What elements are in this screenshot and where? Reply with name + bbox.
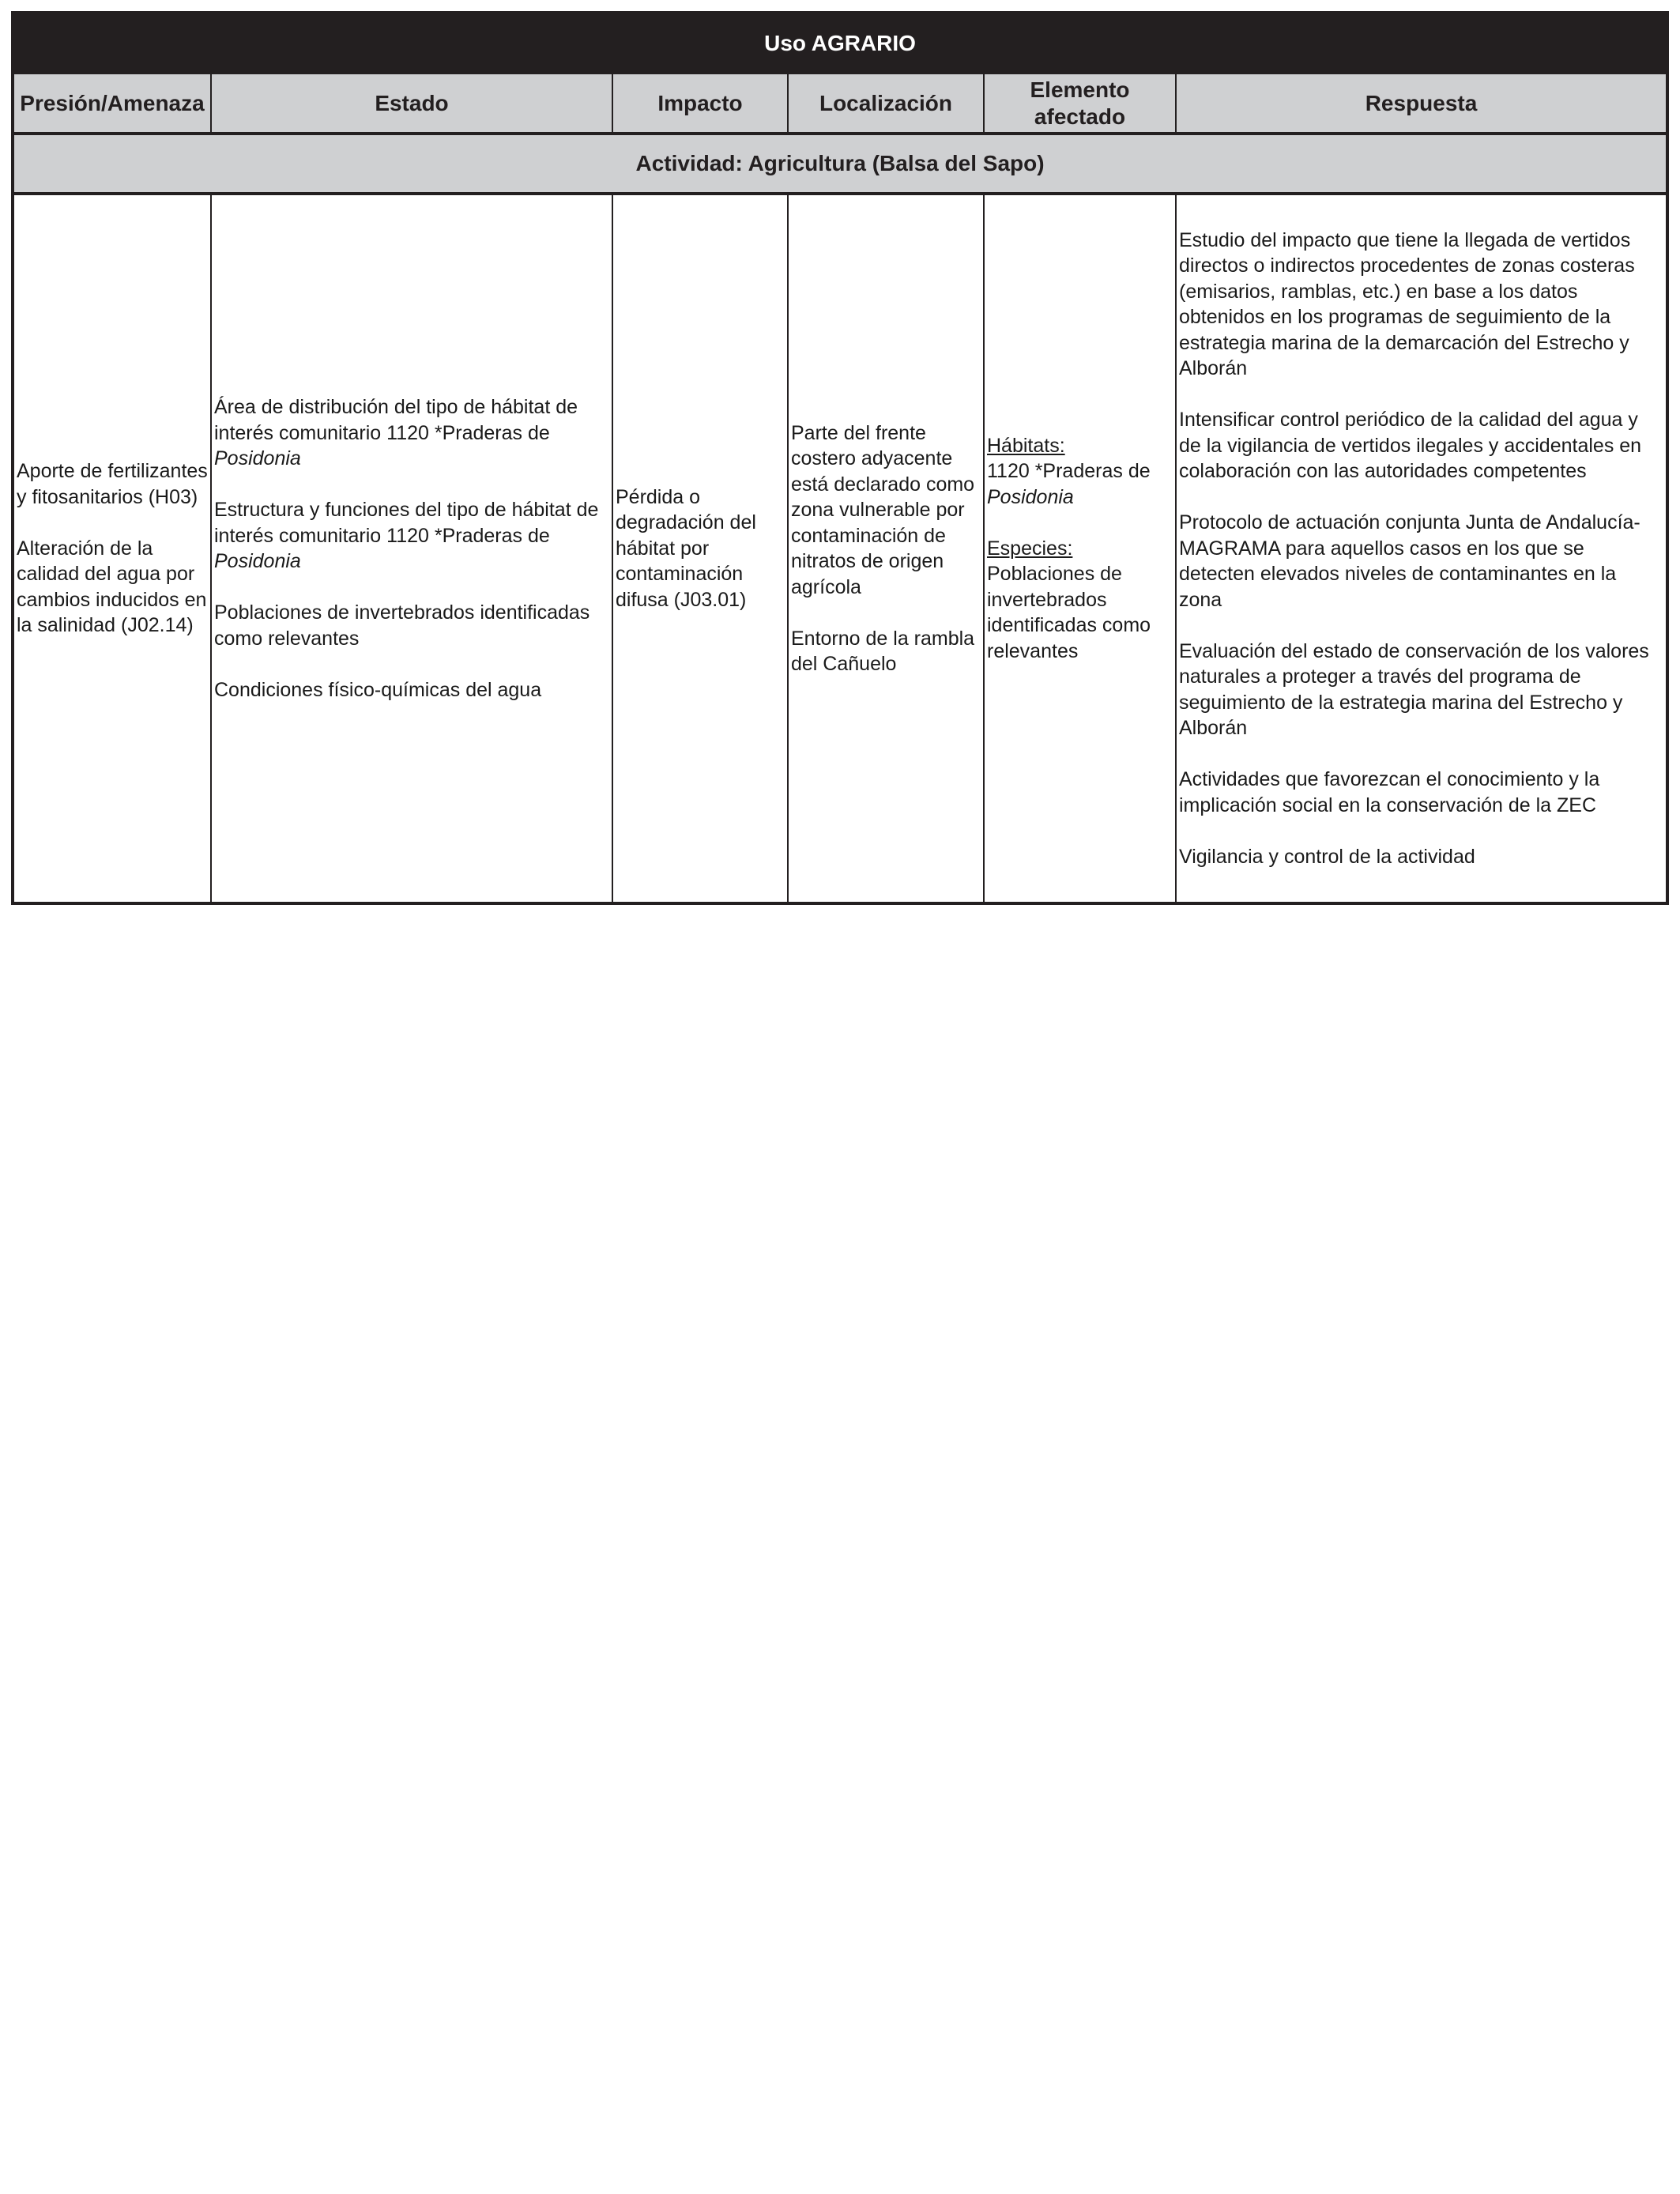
cell-localizacion	[788, 194, 984, 903]
estado-item-text: Estructura y funciones del tipo de hábitat de interés comunitario 1120 *Praderas de	[214, 499, 599, 547]
table-title-row	[13, 13, 1667, 74]
especies-label: Especies:	[987, 537, 1073, 560]
estado-item-italic: Posidonia	[214, 550, 301, 572]
elemento-habitats	[987, 433, 1173, 511]
table-header-row	[13, 74, 1667, 134]
cell-respuesta	[1176, 194, 1667, 903]
cell-elemento	[984, 194, 1176, 903]
table-title: Uso AGRARIO	[13, 13, 1667, 74]
header-presion: Presión/Amenaza	[13, 74, 211, 134]
habitats-text: 1120 *Praderas de	[987, 460, 1151, 483]
table-row	[13, 194, 1667, 903]
impacto-text: Pérdida o degradación del hábitat por contaminación difusa (J03.01)	[616, 485, 756, 611]
estado-item: Poblaciones de invertebrados identificadas como relevantes	[214, 601, 590, 650]
localizacion-item: Parte del frente costero adyacente está declarado como zona vulnerable por contaminación de nitratos de origen agrícola	[791, 421, 975, 598]
especies-value: Poblaciones de invertebrados identificadas como relevantes	[987, 563, 1151, 662]
respuesta-item: Actividades que favorezcan el conocimiento y la implicación social en la conservación de la ZEC	[1179, 768, 1600, 816]
presion-item: Aporte de fertilizantes y fitosanitarios (H03)	[17, 460, 208, 508]
habitats-italic: Posidonia	[987, 485, 1074, 508]
estado-item-italic: Posidonia	[214, 447, 301, 469]
estado-item-text: Área de distribución del tipo de hábitat de interés comunitario 1120 *Praderas de	[214, 396, 578, 444]
header-impacto: Impacto	[612, 74, 788, 134]
header-localizacion: Localización	[788, 74, 984, 134]
activity-row	[13, 134, 1667, 194]
localizacion-item: Entorno de la rambla del Cañuelo	[791, 627, 975, 675]
header-estado: Estado	[211, 74, 612, 134]
header-respuesta: Respuesta	[1176, 74, 1667, 134]
respuesta-item: Intensificar control periódico de la calidad del agua y de la vigilancia de vertidos ilegales y accidentales en colaboración con las autoridades competentes	[1179, 409, 1642, 483]
uso-agrario-table	[11, 11, 1669, 905]
elemento-especies	[987, 536, 1173, 665]
habitats-value	[987, 458, 1173, 510]
estado-item	[214, 394, 609, 472]
header-elemento: Elemento afectado	[984, 74, 1176, 134]
respuesta-item: Evaluación del estado de conservación de los valores naturales a proteger a través del programa de seguimiento de la estrategia marina del Estrecho y Alborán	[1179, 639, 1649, 740]
respuesta-item: Estudio del impacto que tiene la llegada de vertidos directos o indirectos procedentes de zonas costeras (emisarios, ramblas, etc.) en base a los datos obtenidos en los programas de seguimiento de la estrategia marina de la demarcación del Estrecho y Alborán	[1179, 228, 1635, 380]
habitats-label: Hábitats:	[987, 434, 1065, 457]
activity-title: Actividad: Agricultura (Balsa del Sapo)	[13, 134, 1667, 194]
estado-item: Condiciones físico-químicas del agua	[214, 678, 542, 701]
respuesta-item: Protocolo de actuación conjunta Junta de Andalucía-MAGRAMA para aquellos casos en los que se detecten elevados niveles de contaminantes en la zona	[1179, 511, 1640, 611]
estado-item	[214, 497, 609, 575]
respuesta-item: Vigilancia y control de la actividad	[1179, 845, 1475, 868]
presion-item: Alteración de la calidad del agua por cambios inducidos en la salinidad (J02.14)	[17, 537, 207, 637]
cell-presion	[13, 194, 211, 903]
cell-impacto	[612, 194, 788, 903]
cell-estado	[211, 194, 612, 903]
